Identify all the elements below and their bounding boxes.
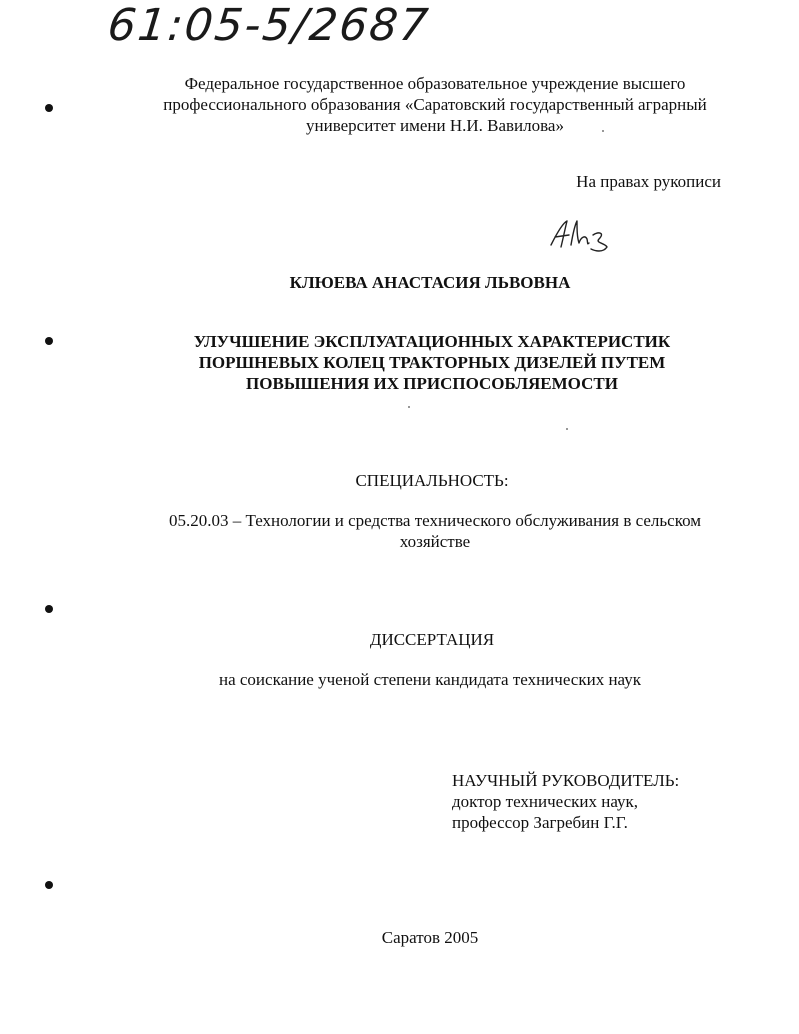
advisor-heading: НАУЧНЫЙ РУКОВОДИТЕЛЬ: — [452, 771, 680, 790]
punch-mark-icon — [44, 880, 54, 890]
scan-speck — [566, 428, 568, 430]
thesis-title-line-2: ПОРШНЕВЫХ КОЛЕЦ ТРАКТОРНЫХ ДИЗЕЛЕЙ ПУТЕМ — [198, 353, 666, 372]
institution-line-1: Федеральное государственное образовательное учреждение высшего — [184, 74, 686, 93]
institution-line-3: университет имени Н.И. Вавилова» — [306, 116, 564, 135]
thesis-title-line-1: УЛУЧШЕНИЕ ЭКСПЛУАТАЦИОННЫХ ХАРАКТЕРИСТИК — [193, 332, 671, 351]
archive-code: 61:05-5/2687 — [105, 0, 433, 51]
specialty-description — [130, 510, 740, 552]
thesis-title — [130, 331, 734, 394]
scan-speck — [408, 406, 410, 408]
specialty-line-2: хозяйстве — [399, 532, 471, 551]
advisor-degree: доктор технических наук, — [452, 792, 639, 811]
advisor-block — [452, 770, 752, 833]
signature-icon — [545, 215, 615, 255]
degree-description: на соискание ученой степени кандидата технических наук — [218, 670, 641, 689]
punch-mark-icon — [44, 336, 54, 346]
scan-speck — [602, 130, 604, 132]
advisor-name: профессор Загребин Г.Г. — [452, 813, 628, 832]
city-year: Саратов 2005 — [381, 928, 479, 947]
manuscript-rights: На правах рукописи — [576, 172, 721, 191]
specialty-heading: СПЕЦИАЛЬНОСТЬ: — [355, 471, 509, 490]
thesis-title-line-3: ПОВЫШЕНИЯ ИХ ПРИСПОСОБЛЯЕМОСТИ — [246, 374, 618, 393]
punch-mark-icon — [44, 103, 54, 113]
author-name: КЛЮЕВА АНАСТАСИЯ ЛЬВОВНА — [289, 273, 571, 292]
specialty-line-1: 05.20.03 – Технологии и средства технического обслуживания в сельском — [168, 511, 702, 530]
institution-line-2: профессионального образования «Саратовский государственный аграрный — [163, 95, 707, 114]
punch-mark-icon — [44, 604, 54, 614]
institution-header — [95, 73, 775, 136]
dissertation-heading: ДИССЕРТАЦИЯ — [369, 630, 495, 649]
